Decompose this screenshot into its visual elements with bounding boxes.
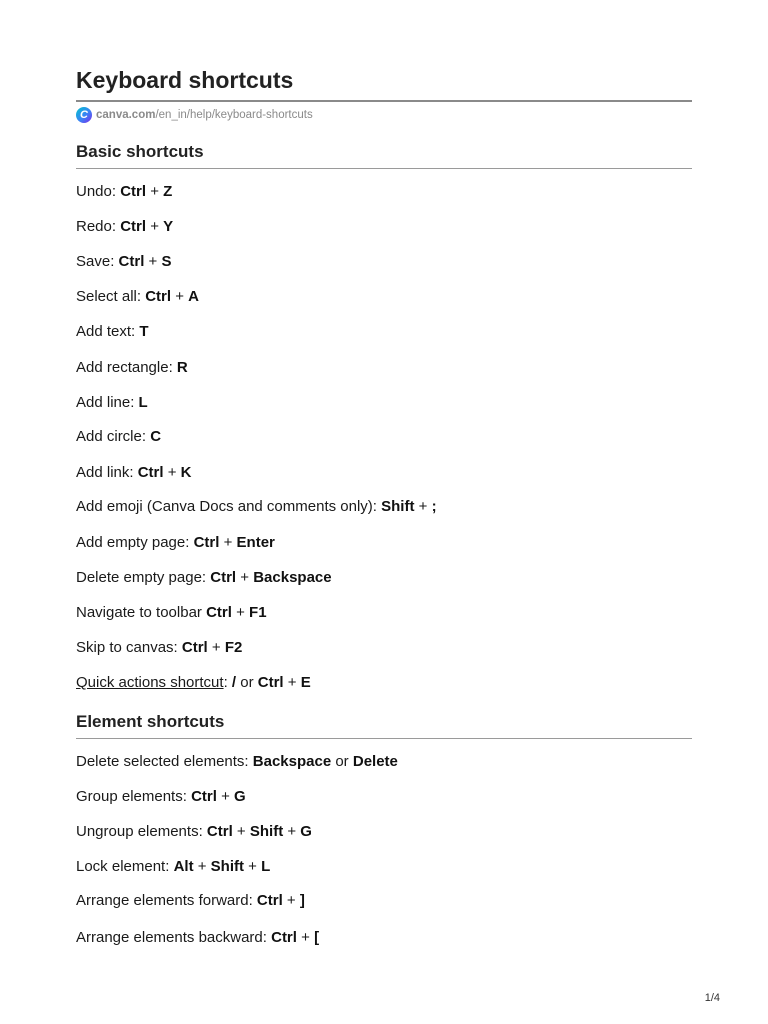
shortcut-item: Arrange elements forward: Ctrl + ]: [76, 892, 305, 909]
section-heading-basic: Basic shortcuts: [76, 142, 204, 161]
shortcut-item: Add empty page: Ctrl + Enter: [76, 534, 275, 551]
shortcut-item: Add circle: C: [76, 428, 162, 445]
shortcut-item: Add rectangle: R: [76, 359, 188, 376]
quick-actions-link[interactable]: Quick actions shortcut: [76, 674, 224, 691]
shortcut-item: Quick actions shortcut: / or Ctrl + E: [76, 674, 311, 691]
shortcut-item: Select all: Ctrl + A: [76, 288, 199, 305]
page-number: 1/4: [704, 992, 720, 1004]
shortcut-item: Save: Ctrl + S: [76, 253, 172, 270]
section-divider-basic: [76, 168, 692, 169]
shortcut-item: Delete selected elements: Backspace or Delete: [76, 753, 398, 770]
shortcut-item: Add emoji (Canva Docs and comments only): Shift + ;: [76, 498, 437, 515]
page-title: Keyboard shortcuts: [76, 67, 294, 93]
shortcut-item: Undo: Ctrl + Z: [76, 183, 173, 200]
shortcut-item: Lock element: Alt + Shift + L: [76, 858, 271, 875]
shortcut-item: Group elements: Ctrl + G: [76, 788, 246, 805]
source-link[interactable]: [76, 106, 313, 124]
shortcut-item: Redo: Ctrl + Y: [76, 218, 174, 235]
shortcut-item: Add line: L: [76, 394, 148, 411]
section-heading-element: Element shortcuts: [76, 712, 225, 731]
shortcut-item: Ungroup elements: Ctrl + Shift + G: [76, 823, 312, 840]
canva-logo-icon: C: [76, 107, 92, 123]
shortcut-item: Arrange elements backward: Ctrl + [: [76, 929, 320, 946]
shortcut-item: Navigate to toolbar Ctrl + F1: [76, 604, 267, 621]
shortcut-item: Add link: Ctrl + K: [76, 464, 192, 481]
shortcut-item: Delete empty page: Ctrl + Backspace: [76, 569, 332, 586]
source-domain: canva.com: [96, 109, 156, 121]
source-path: /en_in/help/keyboard-shortcuts: [155, 109, 313, 121]
shortcut-item: Skip to canvas: Ctrl + F2: [76, 639, 243, 656]
shortcut-item: Add text: T: [76, 323, 149, 340]
title-divider: [76, 100, 692, 102]
section-divider-element: [76, 738, 692, 739]
